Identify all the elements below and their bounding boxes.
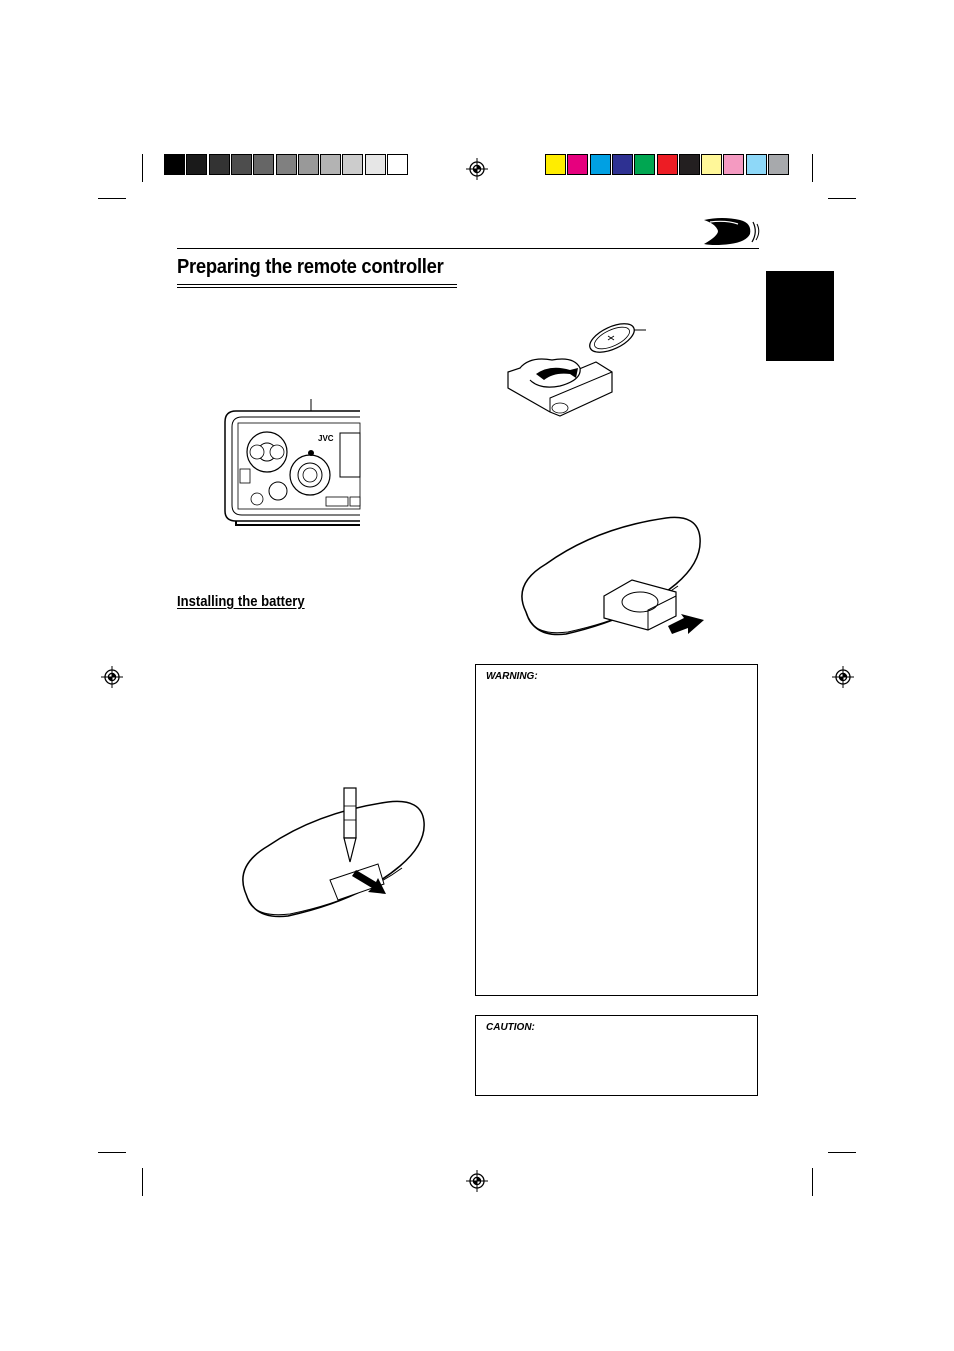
- battery-holder-illustration: [500, 316, 660, 426]
- color-swatch: [342, 154, 363, 175]
- color-swatch: [634, 154, 655, 175]
- header-rule: [177, 248, 759, 249]
- color-swatch: [253, 154, 274, 175]
- crop-mark: [828, 198, 856, 199]
- registration-mark-icon: [832, 666, 854, 688]
- color-swatch: [164, 154, 185, 175]
- registration-mark-icon: [101, 666, 123, 688]
- title-underline: [177, 287, 457, 288]
- caution-label: CAUTION:: [486, 1022, 535, 1033]
- crop-mark: [98, 198, 126, 199]
- color-swatch: [276, 154, 297, 175]
- color-swatch: [209, 154, 230, 175]
- registration-mark-icon: [466, 158, 488, 180]
- color-swatch: [679, 154, 700, 175]
- color-swatch: [590, 154, 611, 175]
- crop-mark: [142, 154, 143, 182]
- title-underline: [177, 284, 457, 285]
- remote-open-illustration: [238, 784, 438, 924]
- language-tab: [766, 271, 834, 361]
- jvc-logo: JVC: [318, 434, 334, 443]
- color-swatch: [723, 154, 744, 175]
- color-swatch: [545, 154, 566, 175]
- color-swatch: [746, 154, 767, 175]
- crop-mark: [98, 1152, 126, 1153]
- color-swatch: [768, 154, 789, 175]
- crop-mark: [142, 1168, 143, 1196]
- color-swatch: [365, 154, 386, 175]
- color-swatch: [612, 154, 633, 175]
- warning-box: [475, 664, 758, 996]
- color-swatch: [657, 154, 678, 175]
- remote-insert-illustration: [516, 514, 706, 644]
- color-swatch: [701, 154, 722, 175]
- section-heading-installing-battery: Installing the battery: [177, 594, 305, 610]
- color-swatch: [186, 154, 207, 175]
- page-title: Preparing the remote controller: [177, 256, 444, 278]
- caution-box: [475, 1015, 758, 1096]
- stereo-panel-illustration: [222, 395, 367, 530]
- color-swatch: [298, 154, 319, 175]
- color-swatch: [387, 154, 408, 175]
- warning-label: WARNING:: [486, 671, 538, 682]
- color-swatch: [567, 154, 588, 175]
- crop-mark: [812, 154, 813, 182]
- next-page-arrow-icon: [700, 214, 762, 248]
- registration-mark-icon: [466, 1170, 488, 1192]
- color-swatch: [320, 154, 341, 175]
- crop-mark: [812, 1168, 813, 1196]
- color-swatch: [231, 154, 252, 175]
- crop-mark: [828, 1152, 856, 1153]
